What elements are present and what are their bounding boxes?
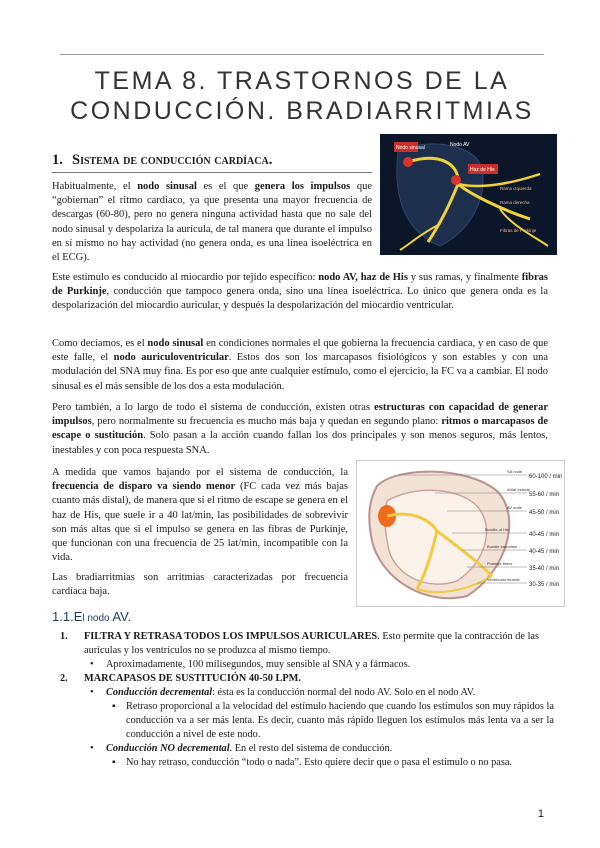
list-item: • Aproximadamente, 100 milisegundos, muy sensible al SNA y a fármacos. [90,659,411,670]
section-underline [52,172,372,173]
list-item: 2. MARCAPASOS DE SUSTITUCIÓN 40-50 LPM. [60,673,301,684]
title-line-2: CONDUCCIÓN. BRADIARRITMIAS [70,97,534,125]
figure2-label-sa: SA node [507,469,523,474]
list-item: ▪ Retraso proporcional a la velocidad del estímulo haciendo que cuando los estímulos son muy rápidos la conducción va a ser más lenta. Es decir, cuanto más rápido lleguen los estímulos más lenta va a ser la conducción a nivel de este nodo. [112,701,554,740]
figure1-label-his: Haz de His [470,167,495,173]
pacemaker-rates-figure [356,460,565,607]
title-line-1: TEMA 8. TRASTORNOS DE LA [94,67,510,95]
rate-label: 45-50 / min [529,510,560,516]
figure1-label-purkinje: Fibras de Purkinje [500,228,537,233]
section-title: Sistema de conducción cardíaca. [72,152,273,168]
figure1-label-left: Rama izquierda [500,186,532,191]
list-item: 1. FILTRA Y RETRASA TODOS LOS IMPULSOS AURICULARES. Esto permite que la contracción de las aurículas y los ventrículos no se produzca al mismo tiempo. [60,631,540,656]
header-rule [60,54,544,55]
rate-label: 35-40 / min [529,566,560,572]
page-title [60,66,544,126]
figure2-label-ventricular: Ventricular muscle [487,577,520,582]
list-item: ▪ No hay retraso, conducción “todo o nada”. Esto quiere decir que o pasa el estímulo o no pasa. [112,757,513,768]
paragraph-4: Pero también, a lo largo de todo el sistema de conducción, existen otras estructuras con capacidad de generar impulsos, pero normalmente su frecuencia es mucho más baja y quedan en segundo plano: ritmos o marcapasos de escape o sustitución. Solo pasan a la acción cuando fallan los dos principales y son menos seguros, más lentos, inestables y con poca respuesta SNA. [52,402,548,456]
paragraph-5: A medida que vamos bajando por el sistema de conducción, la frecuencia de disparo va siendo menor (FC cada vez más bajas cuanto más distal), de manera que si el ritmo de escape se genera en el haz de His, que suele ir a 40 lat/min, las posibilidades de sobrevivir son más altas que si el impulso se genera en las fibras de Purkinje, que funcionan con una frecuencia de 25 lat/min, incompatible con la vida. [52,467,348,564]
figure2-label-his: Bundle of His [485,527,509,532]
page-number: 1 [537,808,544,820]
rate-label: 40-45 / min [529,532,560,538]
list-item: • Conducción NO decremental. En el resto del sistema de conducción. [90,743,393,754]
rate-label: 55-60 / min [529,492,560,498]
paragraph-1: Habitualmente, el nodo sinusal es el que genera los impulsos que “gobiernan” el ritmo cardiaco, ya que presenta una mayor frecuencia de descargas (60-80), pero no genera ninguna actividad hasta que no sale del nodo sinusal y despolariza la aurícula, de tal manera que durante el impulso en sí mismo no hay actividad (no genera onda, es una línea isoeléctrica en el ECG). [52,181,372,264]
conduction-system-figure [380,134,557,255]
section-heading-1 [52,152,272,169]
paragraph-6: Las bradiarritmias son arritmias caracterizadas por frecuencia cardíaca baja. [52,572,348,598]
rate-label: 30-35 / min [529,582,560,588]
subsection-heading-1-1: 1.1.El nodo AV. [52,609,132,624]
rate-label: 40-45 / min [529,549,560,555]
figure2-label-av: AV node [507,505,523,510]
figure1-label-sinus: Nodo sinusal [396,145,425,151]
figure2-label-branches: Bundle branches [487,544,518,549]
figure1-label-av: Nodo AV [450,142,470,148]
figure2-label-atrial: Atrial muscle [507,487,530,492]
paragraph-3: Como decíamos, es el nodo sinusal en condiciones normales el que gobierna la frecuencia cardiaca, y en caso de que este falle, el nodo auriculoventricular. Estos dos son los marcapasos fisiológicos y son estables y con una modulación del SNA muy fina. Es por eso que ante cualquier estímulo, como el ejercicio, la FC va a cambiar. El nodo sinusal es el más sensible de los dos a esta modulación. [52,338,548,392]
list-item: • Conducción decremental: ésta es la conducción normal del nodo AV. Solo en el nodo AV. [90,687,476,698]
section-number: 1. [52,152,63,168]
figure2-label-purkinje: Purkinje fibers [487,561,513,566]
paragraph-2: Este estímulo es conducido al miocardio por tejido específico: nodo AV, haz de His y sus ramas, y finalmente fibras de Purkinje, conducción que tampoco genera onda, sino una línea isoeléctrica. Lo único que genera onda es la despolarización del miocardio auricular, y después la despolarización del miocardio ventricular. [52,272,548,312]
rate-label: 60-100 / min [529,474,563,480]
av-node-list [60,630,554,770]
figure1-label-right: Rama derecha [500,200,530,205]
